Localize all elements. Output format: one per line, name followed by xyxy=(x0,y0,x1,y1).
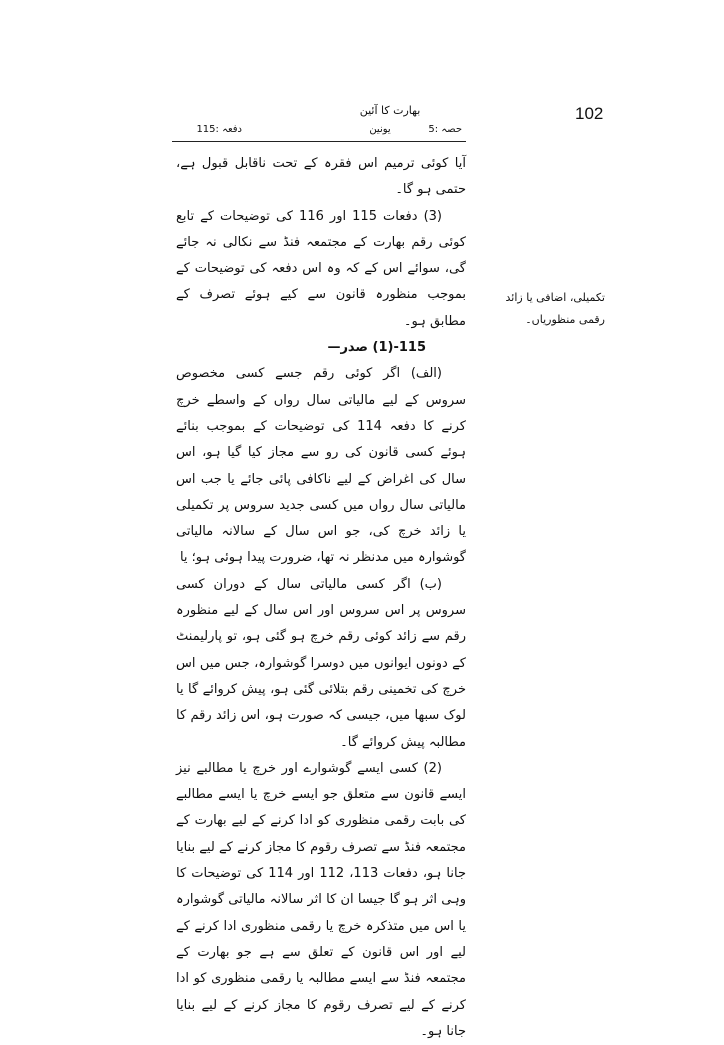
paragraph-clause-3: (3) دفعات 115 اور 116 کی توضیحات کے تابع کوئی رقم بھارت کے مجتمعہ فنڈ سے نکالی نہ جائے گی، سوائے اس کے کہ وہ اس دفعہ کی توضیحات کے بموجب منظورہ قانون سے کیے ہوئے تصرف کے مطابق ہو۔ xyxy=(176,208,466,329)
header-rule xyxy=(172,141,466,142)
paragraph-clause-alif: (الف) اگر کوئی رقم جسے کسی مخصوص سروس کے لیے مالیاتی سال رواں کے واسطے خرچ کرنے کا دفعہ 114 کی توضیحات کے بموجب بنائے ہوئے کسی قانون کی رو سے مجاز کیا گیا ہو، اس سال کی اغراض کے لیے ناکافی پائی جائے یا جب اس مالیاتی سال رواں میں کسی جدید سروس پر تکمیلی یا زائد خرچ کی، جو اس سال کے سالانہ مالیاتی گوشوارہ میں مدنظر نہ تھا، ضرورت پیدا ہوئی ہو؛ یا xyxy=(176,366,466,566)
header-title: بھارت کا آئین xyxy=(359,104,421,117)
body-text xyxy=(176,151,466,1045)
header-chapter: یونین xyxy=(369,124,391,135)
marginal-note: تکمیلی، اضافی یا زائد رقمی منظوریاں۔ xyxy=(505,291,605,326)
paragraph-clause-be: (ب) اگر کسی مالیاتی سال کے دوران کسی سروس پر اس سروس اور اس سال کے لیے منظورہ رقم سے زائد کوئی رقم خرچ ہو گئی ہو، تو پارلیمنٹ کے دونوں ایوانوں میں دوسرا گوشوارہ، جس میں اس خرچ کی تخمینی رقم بتلائی گئی ہو، پیش کروائے گا یا لوک سبھا میں، جیسی کہ صورت ہو، اس زائد رقم کا مطالبہ پیش کروائے گا۔ xyxy=(176,576,466,750)
paragraph-amendment-final: آیا کوئی ترمیم اس فقرہ کے تحت ناقابل قبول ہے، حتمی ہو گا۔ xyxy=(176,156,466,198)
header-part: حصہ :5 xyxy=(428,124,462,135)
page-number: 102 xyxy=(575,104,604,123)
header-article: دفعہ :115 xyxy=(196,124,242,135)
section-heading-115: 115-(1) صدر— xyxy=(327,340,426,356)
paragraph-clause-2: (2) کسی ایسے گوشوارے اور خرچ یا مطالبے نیز ایسے قانون سے متعلق جو ایسے خرچ یا ایسے مطالبے کی بابت رقمی منظوری کو ادا کرنے کے لیے بھارت کے مجتمعہ فنڈ سے تصرف رقوم کا مجاز کرنے کے لیے بنایا جانا ہو، دفعات 113، 112 اور 114 کی توضیحات کا وہی اثر ہو گا جیسا ان کا اثر سالانہ مالیاتی گوشوارہ یا اس میں متذکرہ خرچ یا رقمی منظوری ادا کرنے کے لیے اور اس قانون کے تعلق سے ہے جو بھارت کے مجتمعہ فنڈ سے ایسے مطالبہ یا رقمی منظوری کو ادا کرنے کے لیے تصرف رقوم کا مجاز کرنے کے لیے بنایا جانا ہو۔ xyxy=(176,760,466,1039)
